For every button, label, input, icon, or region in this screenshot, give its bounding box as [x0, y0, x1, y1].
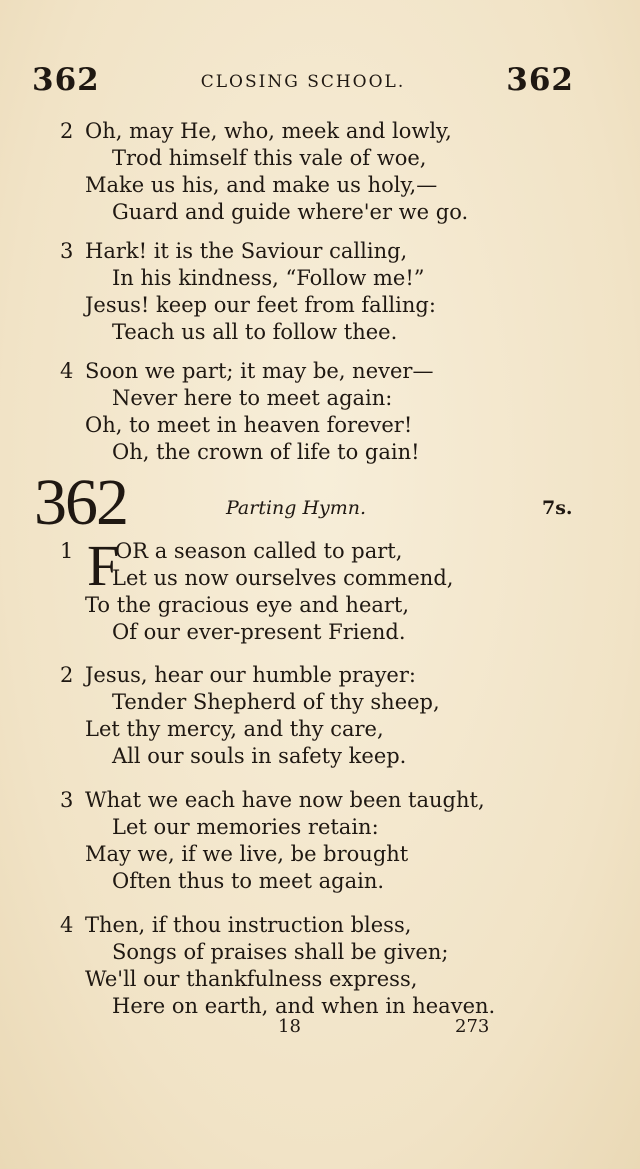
verse-line: Hark! it is the Saviour calling,: [85, 239, 408, 263]
verse-line: We'll our thankfulness express,: [85, 967, 418, 991]
hymn-title: Parting Hymn.: [226, 497, 367, 519]
verse-line: Guard and guide where'er we go.: [112, 200, 469, 224]
verse-line: Oh, to meet in heaven forever!: [85, 413, 413, 437]
verse-line: All our souls in safety keep.: [112, 744, 407, 768]
verse-line: In his kindness, “Follow me!”: [112, 266, 425, 290]
signature-mark: 18: [278, 1016, 301, 1037]
page-header: [32, 62, 574, 102]
verse-line: Oh, the crown of life to gain!: [112, 440, 420, 464]
hymn-stanza-3: [60, 787, 580, 895]
stanza-3: [60, 238, 580, 346]
stanza-4: [60, 358, 580, 466]
verse-line: Make us his, and make us holy,—: [85, 173, 438, 197]
verse-line: Let our memories retain:: [112, 815, 379, 839]
hymn-number: 362: [34, 466, 127, 539]
hymn-stanza-1: [60, 533, 580, 646]
stanza-2: [60, 118, 580, 226]
verse-line: Jesus! keep our feet from falling:: [85, 293, 436, 317]
verse-line: Tender Shepherd of thy sheep,: [112, 690, 440, 714]
verse-line: Let us now ourselves commend,: [112, 566, 454, 590]
hymn-meter: 7s.: [542, 497, 573, 519]
folio-number: 273: [455, 1016, 490, 1037]
stanza-number: 3: [60, 788, 74, 812]
verse-line: Here on earth, and when in heaven.: [112, 994, 496, 1018]
verse-line: Soon we part; it may be, never—: [85, 359, 434, 383]
drop-cap: F: [87, 533, 120, 598]
page-number-left: 362: [32, 62, 100, 98]
stanza-number: 4: [60, 913, 74, 937]
stanza-number: 2: [60, 663, 74, 687]
verse-line: Oh, may He, who, meek and lowly,: [85, 119, 452, 143]
verse-line: Then, if thou instruction bless,: [85, 913, 412, 937]
stanza-number: 3: [60, 239, 74, 263]
hymn-stanza-4: [60, 912, 580, 1020]
verse-line: Songs of praises shall be given;: [112, 940, 449, 964]
stanza-number: 4: [60, 359, 74, 383]
verse-line: Often thus to meet again.: [112, 869, 385, 893]
stanza-number: 1: [60, 539, 74, 563]
verse-line: What we each have now been taught,: [85, 788, 485, 812]
verse-line: Let thy mercy, and thy care,: [85, 717, 384, 741]
verse-line: To the gracious eye and heart,: [85, 593, 410, 617]
verse-line: Never here to meet again:: [112, 386, 393, 410]
verse-line: OR a season called to part,: [115, 539, 403, 563]
verse-line: Trod himself this vale of woe,: [112, 146, 427, 170]
hymn-stanza-2: [60, 662, 580, 770]
page-number-right: 362: [506, 62, 574, 98]
verse-line: May we, if we live, be brought: [85, 842, 409, 866]
verse-line: Of our ever-present Friend.: [112, 620, 406, 644]
stanza-number: 2: [60, 119, 74, 143]
verse-line: Teach us all to follow thee.: [112, 320, 398, 344]
verse-line: Jesus, hear our humble prayer:: [85, 663, 416, 687]
running-title: CLOSING SCHOOL.: [200, 72, 406, 92]
